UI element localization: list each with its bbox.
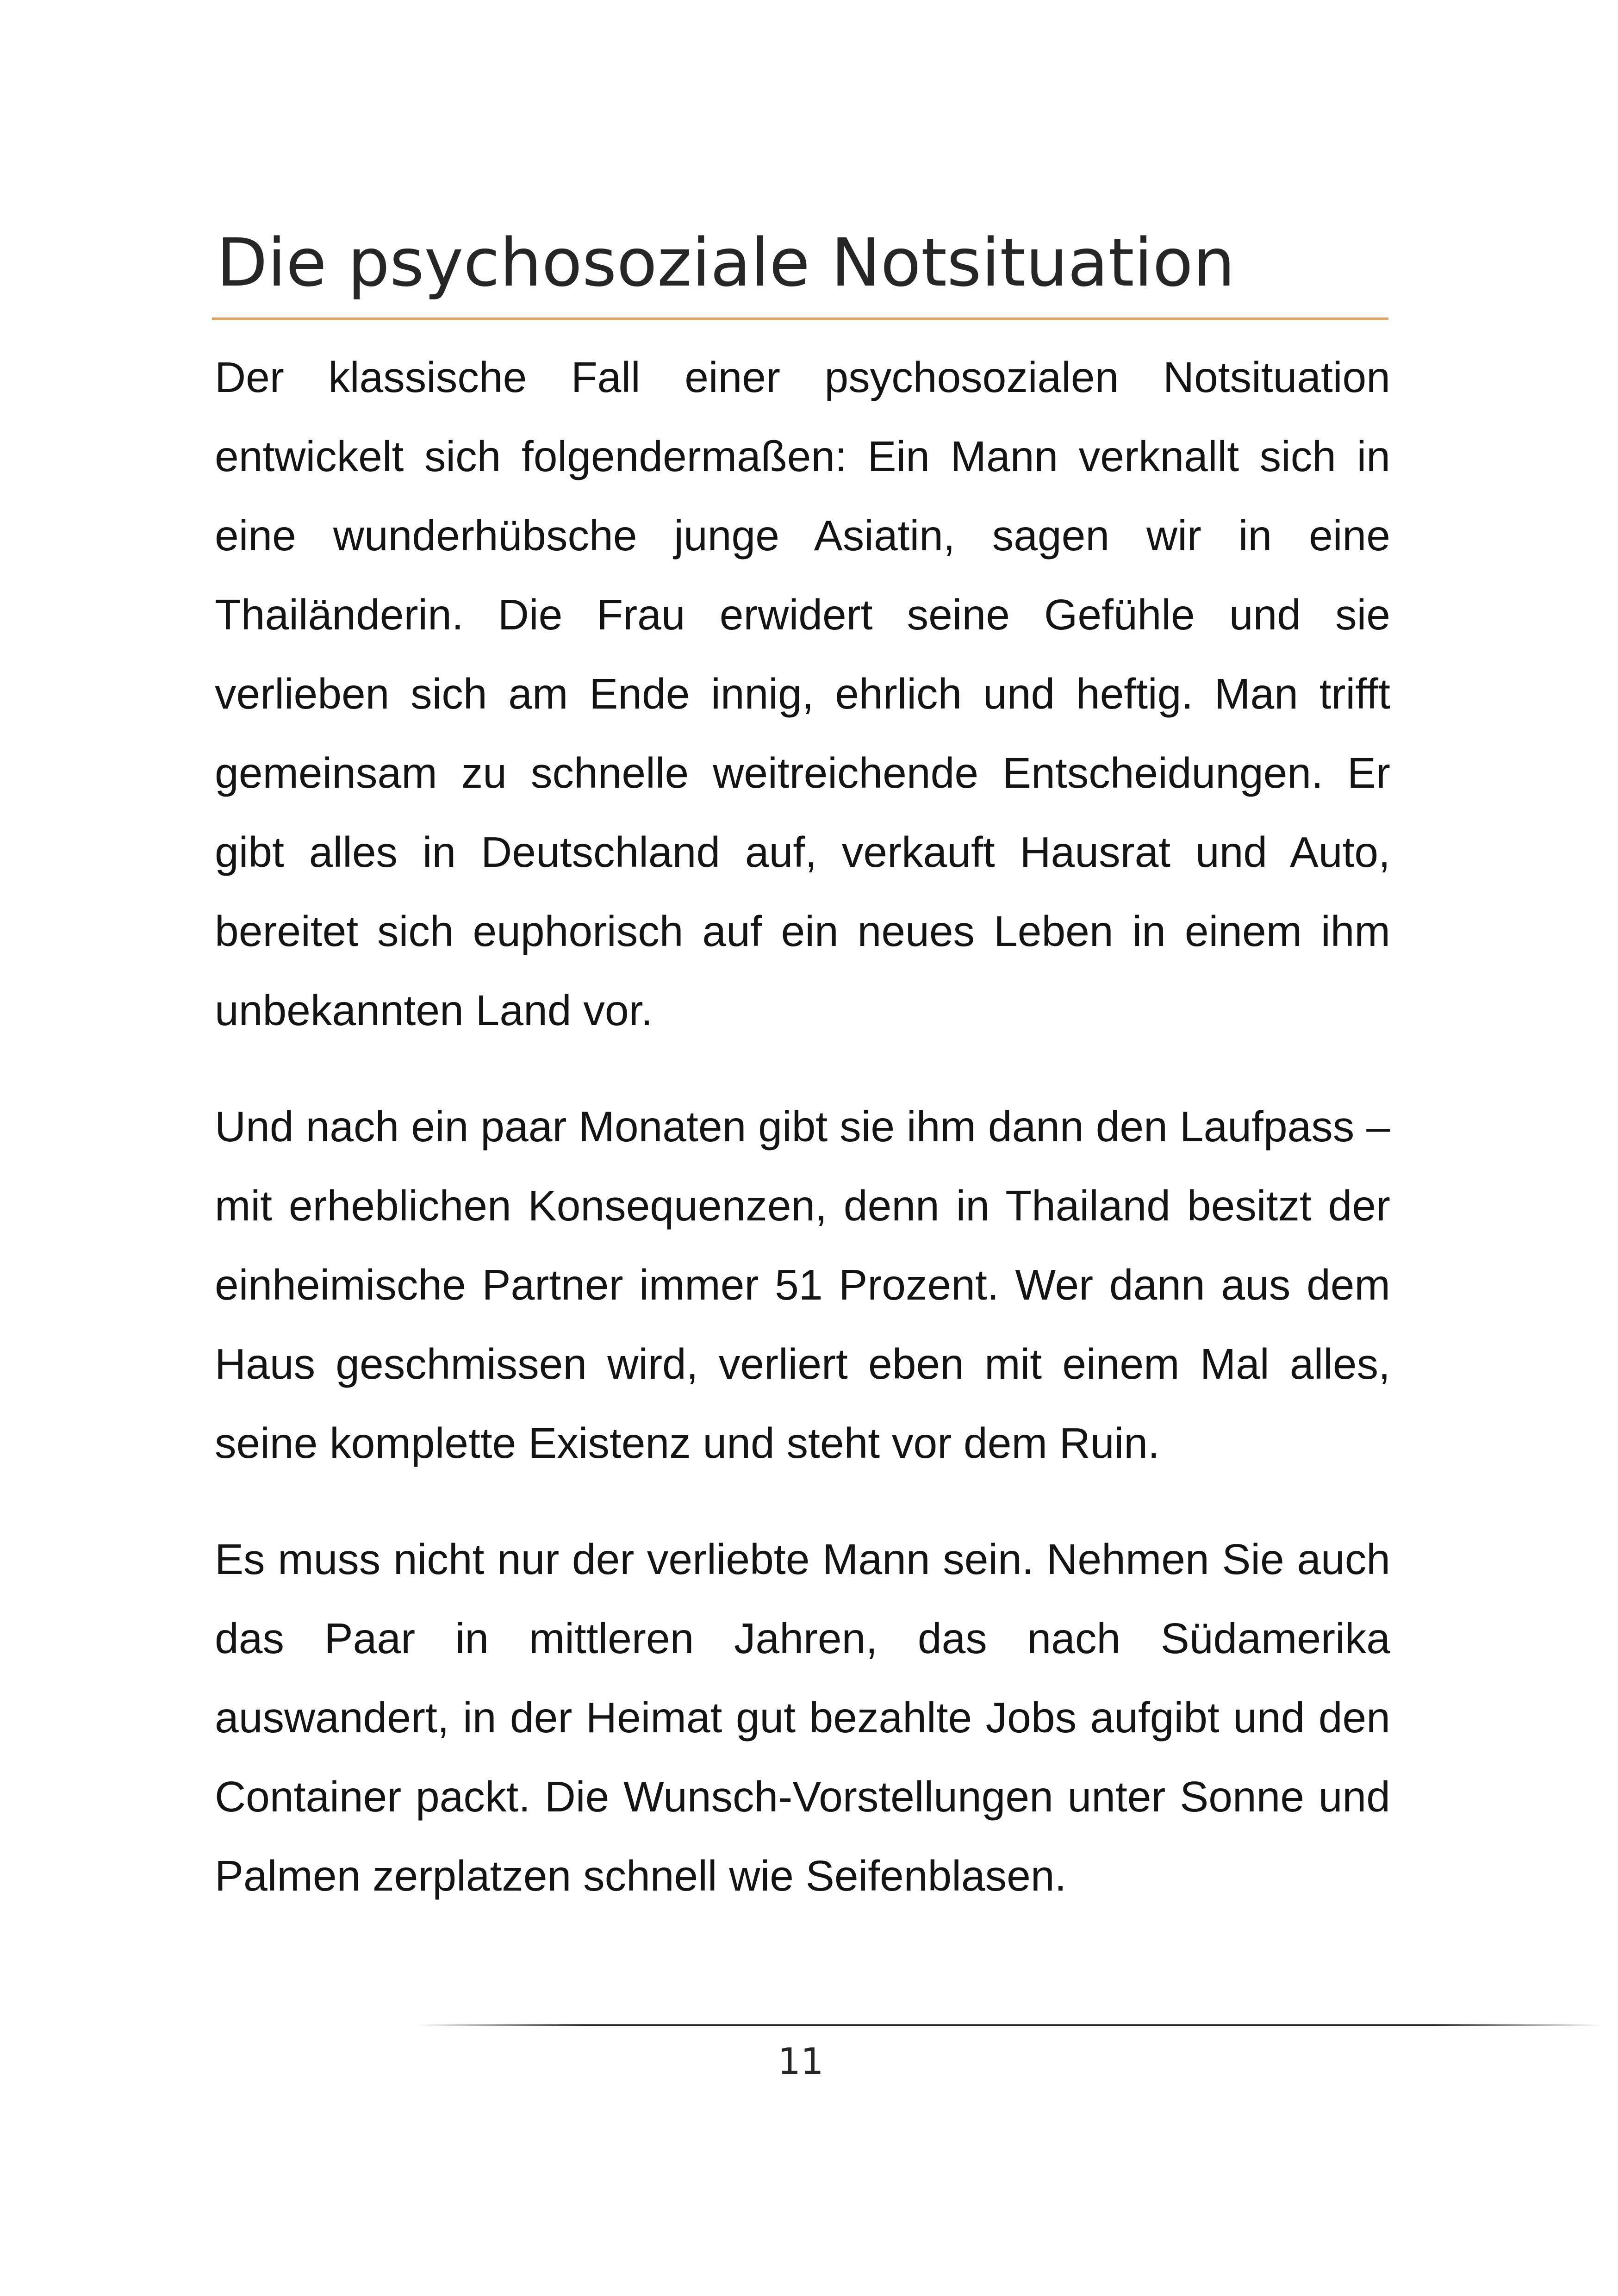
footer-rule xyxy=(417,2024,1601,2026)
body-text xyxy=(215,338,1390,1953)
paragraph-1: Der klassische Fall einer psychosozialen Notsituation entwickelt sich folgendermaßen: Ein Mann verknallt sich in eine wunderhübsche junge Asiatin, sagen wir in eine Thailänderin. Die Frau erwidert seine Gefühle und sie verlieben sich am Ende innig, ehrlich und heftig. Man trifft gemeinsam zu schnelle weitreichende Entscheidungen. Er gibt alles in Deutschland auf, verkauft Hausrat und Auto, bereitet sich euphorisch auf ein neues Leben in einem ihm unbekannten Land vor. xyxy=(215,353,1390,1034)
paragraph-3: Es muss nicht nur der verliebte Mann sein. Nehmen Sie auch das Paar in mittleren Jahren, das nach Südamerika auswandert, in der Heimat gut bezahlte Jobs aufgibt und den Container packt. Die Wunsch-Vorstellungen unter Sonne und Palmen zerplatzen schnell wie Seifenblasen. xyxy=(215,1535,1390,1900)
paragraph-2: Und nach ein paar Monaten gibt sie ihm dann den Laufpass – mit erheblichen Konsequenzen, denn in Thailand besitzt der einheimische Partner immer 51 Prozent. Wer dann aus dem Haus geschmissen wird, verliert eben mit einem Mal alles, seine komplette Existenz und steht vor dem Ruin. xyxy=(215,1102,1390,1467)
title-underline xyxy=(212,317,1388,320)
page-number: 11 xyxy=(778,2041,824,2083)
chapter-title: Die psychosoziale Notsituation xyxy=(217,224,1235,301)
